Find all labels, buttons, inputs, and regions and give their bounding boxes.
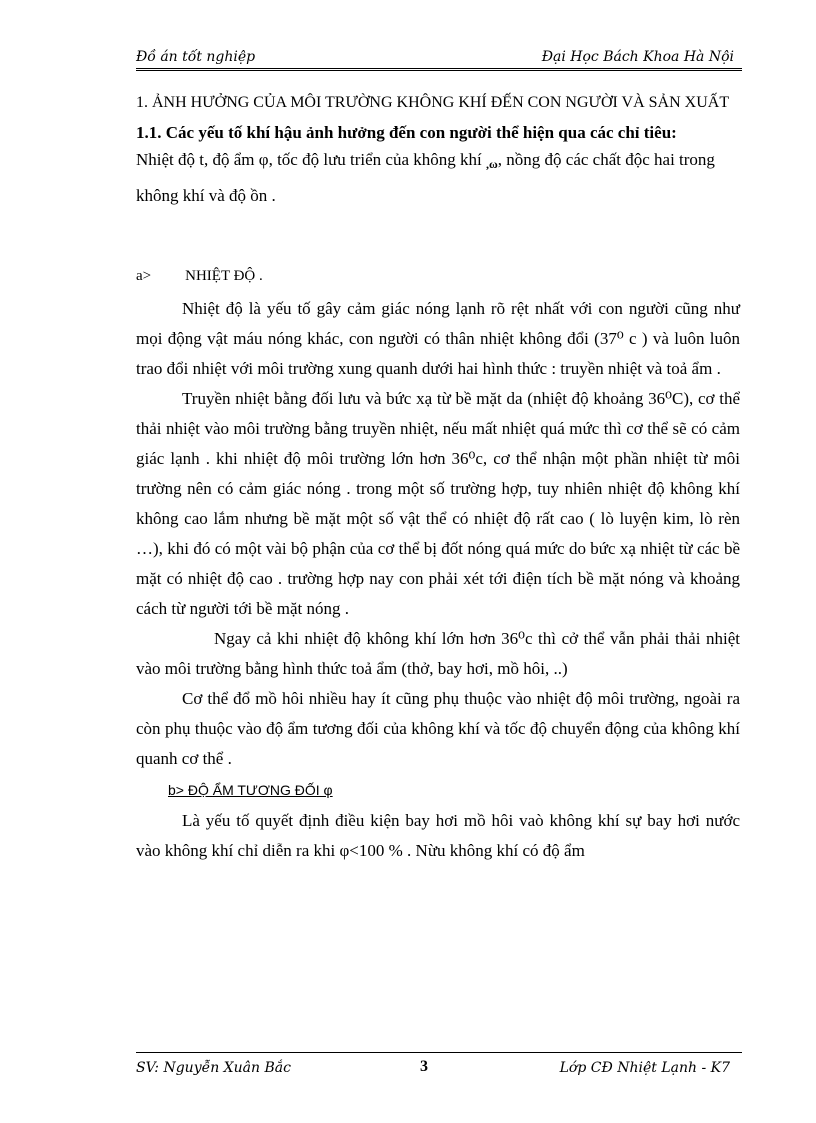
part-a-heading (136, 266, 740, 286)
subsection-title: 1.1. Các yếu tố khí hậu ảnh hưởng đến con người thể hiện qua các chỉ tiêu: (136, 123, 677, 142)
part-b-heading: b> ĐỘ ẨM TƯƠNG ĐỐI φ (168, 782, 333, 798)
footer-class-name: Lớp CĐ Nhiệt Lạnh - K7 (559, 1060, 730, 1076)
part-a-title: NHIỆT ĐỘ . (185, 268, 263, 284)
header-right-text: Đại Học Bách Khoa Hà Nội (541, 49, 734, 65)
section-title: 1. ẢNH HƯỞNG CỦA MÔI TRƯỜNG KHÔNG KHÍ ĐẾN CON NGƯỜI VÀ SẢN XUẤT (136, 94, 730, 111)
footer-student-name: SV: Nguyễn Xuân Bắc (136, 1060, 291, 1076)
paragraph-temperature-intro: Nhiệt độ là yếu tố gây cảm giác nóng lạnh rõ rệt nhất với con người cũng như mọi động vật máu nóng khác, con người có thân nhiệt không đổi (37⁰ c ) và luôn luôn trao đổi nhiệt với môi trường xung quanh dưới hai hình thức : truyền nhiệt và toả ẩm . (136, 299, 740, 378)
document-body (136, 93, 740, 866)
intro-text-a: Nhiệt độ t, độ ẩm φ, tốc độ lưu triển của không khí (136, 150, 486, 169)
page-number: 3 (420, 1058, 428, 1075)
header-left-text: Đồ án tốt nghiệp (136, 49, 256, 65)
omega-symbol: ,ω (486, 157, 498, 171)
paragraph-sweating: Ngay cả khi nhiệt độ không khí lớn hơn 36⁰c thì cở thể vẫn phải thải nhiệt vào môi trường bằng hình thức toả ẩm (thở, bay hơi, mồ hôi, ..) (136, 629, 740, 678)
page-header (136, 48, 742, 71)
part-a-marker: a> (136, 268, 152, 284)
paragraph-sweat-factors: Cơ thể đổ mồ hôi nhiều hay ít cũng phụ thuộc vào nhiệt độ môi trường, ngoài ra còn phụ thuộc vào độ ẩm tương đối của không khí và tốc độ chuyển động của không khí quanh cơ thể . (136, 689, 740, 768)
intro-paragraph (136, 144, 740, 212)
page-footer (136, 1052, 742, 1079)
paragraph-humidity: Là yếu tố quyết định điều kiện bay hơi mồ hôi vaò không khí sự bay hơi nước vào không khí chỉ diễn ra khi φ<100 % . Nừu không khí có độ ẩm (136, 811, 740, 860)
paragraph-heat-transfer: Truyền nhiệt bằng đối lưu và bức xạ từ bề mặt da (nhiệt độ khoảng 36⁰C), cơ thể thải nhiệt vào môi trường bằng truyền nhiệt, nếu mất nhiệt quá mức thì cơ thể sẽ có cảm giác lạnh . khi nhiệt độ môi trường lớn hơn 36⁰c, cơ thể nhận một phần nhiệt từ môi trường nên có cảm giác nóng . trong một số trường hợp, tuy nhiên nhiệt độ không khí không cao lắm nhưng bề mặt một số vật thể có nhiệt độ rất cao ( lò luyện kim, lò rèn …), khi đó có một vài bộ phận của cơ thể bị đốt nóng quá mức do bức xạ nhiệt từ các bề mặt có nhiệt độ cao . trường hợp nay con phải xét tới điện tích bề mặt nóng và khoảng cách từ người tới bề mặt nóng . (136, 389, 740, 618)
intro-text-b: , nồng độ các chất độc hai trong không khí và độ ồn . (136, 150, 715, 205)
